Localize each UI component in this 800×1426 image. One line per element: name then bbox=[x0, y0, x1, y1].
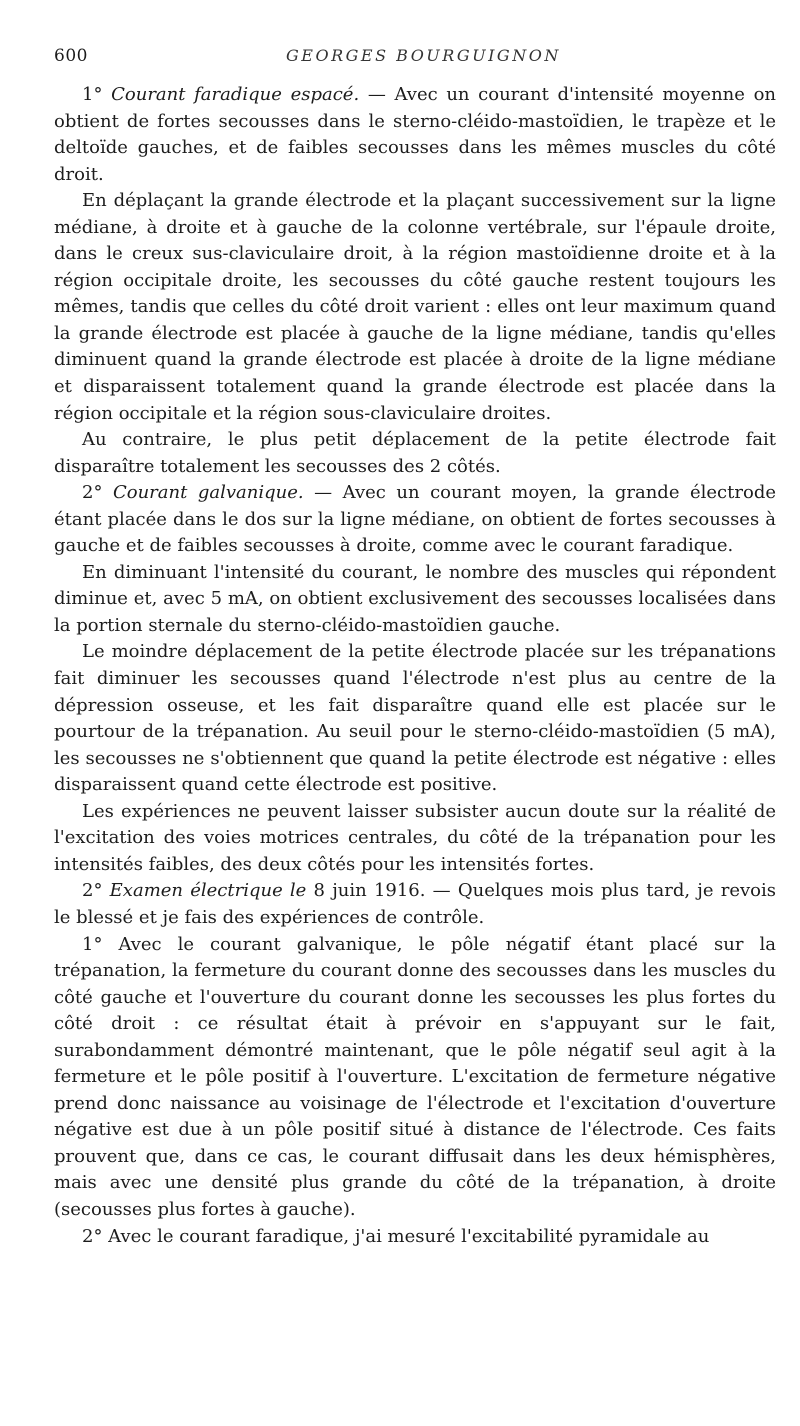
body-text bbox=[54, 82, 776, 1250]
running-head bbox=[54, 0, 776, 82]
paragraph bbox=[54, 188, 776, 427]
paragraph bbox=[54, 1224, 776, 1251]
paragraph bbox=[54, 82, 776, 188]
paragraph bbox=[54, 932, 776, 1224]
paragraph-lead: 2° bbox=[82, 482, 113, 504]
paragraph-text: Au contraire, le plus petit déplacement de la petite électrode fait disparaître totalement les secousses des 2 côtés. bbox=[54, 429, 776, 477]
running-title: GEORGES BOURGUIGNON bbox=[286, 46, 561, 65]
paragraph-text: En déplaçant la grande électrode et la plaçant successivement sur la ligne médiane, à droite et à gauche de la colonne vertébrale, sur l'épaule droite, dans le creux sus-claviculaire droit, à la région mastoïdienne droite et à la région occipitale droite, les secousses du côté gauche restent toujours les mêmes, tandis que celles du côté droit varient : elles ont leur maximum quand la grande électrode est placée à gauche de la ligne médiane, tandis qu'elles diminuent quand la grande électrode est placée à droite de la ligne médiane et disparaissent totalement quand la grande électrode est placée dans la région occipitale et la région sous-claviculaire droites. bbox=[54, 190, 776, 424]
paragraph bbox=[54, 878, 776, 931]
paragraph-text: Le moindre déplacement de la petite électrode placée sur les trépanations fait diminuer les secousses quand l'électrode n'est plus au centre de la dépression osseuse, et les fait disparaître quand elle est placée sur le pourtour de la trépanation. Au seuil pour le sterno-cléido-mastoïdien (5 mA), les secousses ne s'obtiennent que quand la petite électrode est négative : elles disparaissent quand cette électrode est positive. bbox=[54, 641, 776, 796]
paragraph bbox=[54, 427, 776, 480]
paragraph-text: 2° Avec le courant faradique, j'ai mesuré l'excitabilité pyramidale au bbox=[82, 1225, 710, 1247]
paragraph-text: En diminuant l'intensité du courant, le nombre des muscles qui répondent diminue et, avec 5 mA, on obtient exclusivement des secousses localisées dans la portion sternale du sterno-cléido-mastoïdien gauche. bbox=[54, 561, 776, 636]
paragraph-text: — Avec un courant d'intensité moyenne on obtient de fortes secousses dans le sterno-cléido-mastoïdien, le trapèze et le deltoïde gauches, et de faibles secousses dans les mêmes muscles du côté droit. bbox=[54, 84, 776, 185]
section-title: Courant galvanique. bbox=[112, 482, 304, 504]
page-number: 600 bbox=[54, 46, 88, 66]
paragraph bbox=[54, 480, 776, 560]
paragraph-text: — Avec un courant moyen, la grande électrode étant placée dans le dos sur la ligne médiane, on obtient de fortes secousses à gauche et de faibles secousses à droite, comme avec le courant faradique. bbox=[54, 482, 776, 557]
paragraph bbox=[54, 560, 776, 640]
paragraph-text: 8 juin 1916. — Quelques mois plus tard, je revois le blessé et je fais des expériences de contrôle. bbox=[54, 880, 776, 928]
paragraph-lead: 2° bbox=[82, 880, 110, 902]
paragraph-text: 1° Avec le courant galvanique, le pôle négatif étant placé sur la trépanation, la fermeture du courant donne des secousses dans les muscles du côté gauche et l'ouverture du courant donne les secousses les plus fortes du côté droit : ce résultat était à prévoir en s'appuyant sur le fait, surabondamment démontré maintenant, que le pôle négatif seul agit à la fermeture et le pôle positif à l'ouverture. L'excitation de fermeture négative prend donc naissance au voisinage de l'électrode et l'excitation d'ouverture négative est due à un pôle positif situé à distance de l'électrode. Ces faits prouvent que, dans ce cas, le courant diffusait dans les deux hémisphères, mais avec une densité plus grande du côté de la trépanation, à droite (secousses plus fortes à gauche). bbox=[54, 933, 776, 1220]
section-title: Courant faradique espacé. bbox=[111, 84, 360, 105]
section-title: Examen électrique le bbox=[109, 880, 307, 902]
paragraph bbox=[54, 639, 776, 798]
paragraph-lead: 1° bbox=[82, 84, 112, 105]
paragraph-text: Les expériences ne peuvent laisser subsister aucun doute sur la réalité de l'excitation des voies motrices centrales, du côté de la trépanation pour les intensités faibles, des deux côtés pour les intensités fortes. bbox=[54, 800, 776, 875]
paragraph bbox=[54, 799, 776, 879]
